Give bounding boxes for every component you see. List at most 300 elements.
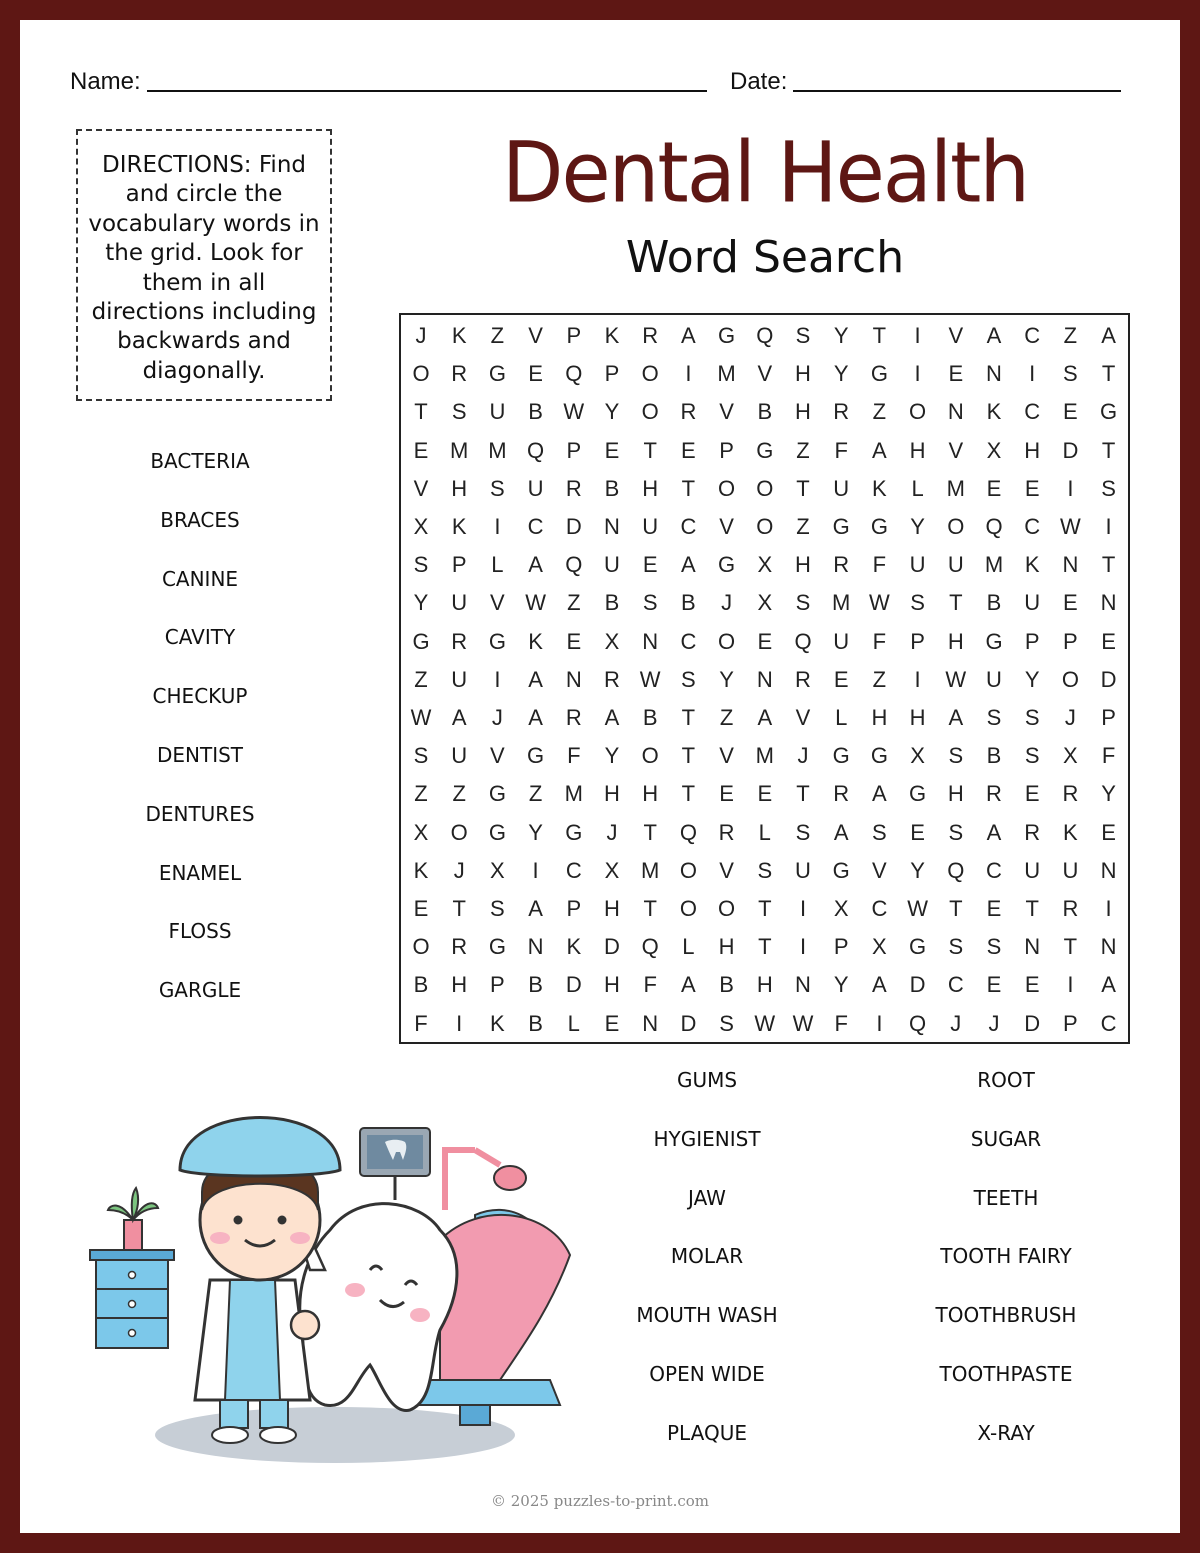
grid-letter[interactable]: I (494, 514, 501, 539)
grid-letter[interactable]: Q (794, 628, 812, 654)
grid-letter[interactable]: L (491, 552, 504, 578)
grid-letter[interactable]: T (643, 437, 657, 463)
grid-letter[interactable]: D (565, 972, 582, 998)
grid-letter[interactable]: N (947, 399, 964, 425)
grid-letter[interactable]: K (413, 857, 429, 883)
grid-letter[interactable]: H (604, 781, 620, 807)
grid-letter[interactable]: A (528, 896, 543, 921)
grid-letter[interactable]: Y (604, 743, 620, 769)
grid-letter[interactable]: Y (1101, 781, 1116, 807)
grid-letter[interactable]: G (488, 934, 506, 960)
grid-letter[interactable]: T (758, 896, 772, 921)
grid-letter[interactable]: J (415, 323, 427, 348)
grid-letter[interactable]: X (490, 857, 505, 883)
grid-letter[interactable]: V (757, 361, 773, 387)
grid-letter[interactable]: Z (490, 323, 505, 348)
grid-letter[interactable]: V (872, 857, 887, 883)
grid-letter[interactable]: G (488, 628, 506, 654)
grid-letter[interactable]: V (528, 323, 543, 348)
grid-letter[interactable]: O (718, 475, 736, 501)
grid-letter[interactable]: E (413, 437, 429, 463)
grid-letter[interactable]: Z (872, 666, 887, 692)
grid-letter[interactable]: S (910, 590, 925, 616)
grid-letter[interactable]: G (488, 361, 506, 387)
grid-letter[interactable]: O (947, 514, 965, 539)
grid-letter[interactable]: I (532, 857, 539, 883)
grid-letter[interactable]: M (946, 475, 965, 501)
grid-letter[interactable]: R (565, 705, 582, 730)
grid-letter[interactable]: Y (604, 399, 620, 425)
grid-letter[interactable]: E (642, 552, 658, 578)
grid-letter[interactable]: M (832, 590, 851, 616)
grid-letter[interactable]: P (719, 437, 734, 463)
grid-letter[interactable]: U (451, 590, 468, 616)
grid-letter[interactable]: S (1024, 743, 1040, 769)
grid-letter[interactable]: S (757, 857, 773, 883)
grid-letter[interactable]: U (1024, 590, 1041, 616)
grid-letter[interactable]: N (642, 1010, 659, 1036)
grid-letter[interactable]: V (490, 590, 505, 616)
grid-letter[interactable]: S (948, 934, 964, 960)
grid-letter[interactable]: U (642, 514, 659, 539)
grid-letter[interactable]: C (565, 857, 582, 883)
grid-letter[interactable]: G (832, 743, 850, 769)
grid-letter[interactable]: G (756, 437, 774, 463)
grid-letter[interactable]: S (642, 590, 658, 616)
grid-letter[interactable]: G (870, 514, 888, 539)
grid-letter[interactable]: W (869, 590, 890, 616)
grid-letter[interactable]: P (566, 323, 582, 348)
grid-letter[interactable]: I (914, 666, 921, 692)
grid-letter[interactable]: Q (679, 819, 697, 845)
grid-letter[interactable]: A (872, 437, 887, 463)
grid-letter[interactable]: T (758, 934, 772, 960)
grid-letter[interactable]: E (948, 361, 964, 387)
grid-letter[interactable]: T (949, 590, 963, 616)
grid-letter[interactable]: N (565, 666, 582, 692)
grid-letter[interactable]: F (872, 628, 887, 654)
grid-letter[interactable]: D (680, 1010, 697, 1036)
grid-letter[interactable]: A (528, 666, 543, 692)
grid-letter[interactable]: K (451, 323, 467, 348)
grid-letter[interactable]: Z (796, 514, 810, 539)
grid-letter[interactable]: R (680, 399, 697, 425)
grid-letter[interactable]: L (758, 819, 771, 845)
grid-letter[interactable]: M (984, 552, 1004, 578)
grid-letter[interactable]: A (986, 819, 1002, 845)
grid-letter[interactable]: C (986, 857, 1002, 883)
grid-letter[interactable]: E (413, 896, 429, 921)
grid-letter[interactable]: U (1024, 857, 1041, 883)
grid-letter[interactable]: H (947, 628, 964, 654)
grid-letter[interactable]: A (1101, 972, 1116, 998)
grid-letter[interactable]: A (604, 705, 620, 730)
grid-letter[interactable]: F (872, 552, 887, 578)
grid-letter[interactable]: S (872, 819, 887, 845)
grid-letter[interactable]: H (1024, 437, 1041, 463)
grid-letter[interactable]: C (527, 514, 544, 539)
grid-letter[interactable]: S (1063, 361, 1078, 387)
grid-letter[interactable]: A (872, 972, 887, 998)
grid-letter[interactable]: I (456, 1010, 463, 1036)
grid-letter[interactable]: T (1063, 934, 1078, 960)
grid-letter[interactable]: O (679, 896, 697, 921)
grid-letter[interactable]: J (950, 1010, 962, 1036)
grid-letter[interactable]: B (528, 399, 543, 425)
grid-letter[interactable]: H (909, 437, 926, 463)
grid-letter[interactable]: W (945, 666, 967, 692)
grid-letter[interactable]: B (757, 399, 773, 425)
grid-letter[interactable]: N (1062, 552, 1079, 578)
grid-letter[interactable]: B (642, 705, 658, 730)
grid-letter[interactable]: H (795, 361, 811, 387)
grid-letter[interactable]: T (796, 475, 810, 501)
grid-letter[interactable]: E (604, 1010, 620, 1036)
grid-letter[interactable]: W (1060, 514, 1081, 539)
grid-letter[interactable]: E (1101, 628, 1116, 654)
grid-letter[interactable]: H (642, 475, 659, 501)
grid-letter[interactable]: S (1024, 705, 1040, 730)
grid-letter[interactable]: R (565, 475, 582, 501)
grid-letter[interactable]: H (451, 972, 468, 998)
grid-letter[interactable]: A (986, 323, 1002, 348)
grid-letter[interactable]: X (604, 857, 620, 883)
grid-letter[interactable]: S (490, 896, 505, 921)
grid-letter[interactable]: S (986, 705, 1002, 730)
grid-letter[interactable]: X (986, 437, 1002, 463)
grid-letter[interactable]: N (986, 361, 1002, 387)
grid-letter[interactable]: E (1024, 972, 1040, 998)
grid-letter[interactable]: H (871, 705, 888, 730)
grid-letter[interactable]: Z (719, 705, 734, 730)
grid-letter[interactable]: H (718, 934, 735, 960)
grid-letter[interactable]: T (1101, 437, 1116, 463)
grid-letter[interactable]: S (1101, 475, 1116, 501)
grid-letter[interactable]: V (490, 743, 505, 769)
grid-letter[interactable]: G (870, 361, 888, 387)
grid-letter[interactable]: M (755, 743, 774, 769)
grid-letter[interactable]: G (985, 628, 1003, 654)
grid-letter[interactable]: F (1101, 743, 1116, 769)
grid-letter[interactable]: H (604, 972, 620, 998)
grid-letter[interactable]: G (1100, 399, 1118, 425)
grid-letter[interactable]: W (907, 896, 928, 921)
grid-letter[interactable]: E (757, 781, 773, 807)
grid-letter[interactable]: H (451, 475, 468, 501)
grid-letter[interactable]: B (681, 590, 696, 616)
grid-letter[interactable]: R (718, 819, 735, 845)
grid-letter[interactable]: G (488, 819, 506, 845)
grid-letter[interactable]: S (795, 323, 811, 348)
grid-letter[interactable]: N (642, 628, 659, 654)
grid-letter[interactable]: A (681, 972, 696, 998)
grid-letter[interactable]: B (604, 590, 620, 616)
grid-letter[interactable]: K (986, 399, 1002, 425)
grid-letter[interactable]: I (1067, 972, 1074, 998)
grid-letter[interactable]: X (413, 514, 429, 539)
grid-letter[interactable]: H (795, 399, 811, 425)
grid-letter[interactable]: E (910, 819, 925, 845)
grid-letter[interactable]: E (833, 666, 849, 692)
grid-letter[interactable]: V (413, 475, 429, 501)
grid-letter[interactable]: Y (413, 590, 429, 616)
grid-letter[interactable]: Z (452, 781, 466, 807)
grid-letter[interactable]: A (948, 705, 964, 730)
grid-letter[interactable]: X (604, 628, 620, 654)
grid-letter[interactable]: T (1101, 361, 1116, 387)
grid-letter[interactable]: P (1101, 705, 1116, 730)
grid-letter[interactable]: T (681, 743, 696, 769)
grid-letter[interactable]: O (756, 475, 774, 501)
grid-letter[interactable]: N (1024, 934, 1041, 960)
grid-letter[interactable]: O (450, 819, 468, 845)
grid-letter[interactable]: I (914, 323, 921, 348)
grid-letter[interactable]: M (641, 857, 660, 883)
grid-letter[interactable]: K (1024, 552, 1040, 578)
grid-letter[interactable]: V (719, 514, 734, 539)
grid-letter[interactable]: Z (796, 437, 810, 463)
grid-letter[interactable]: Z (528, 781, 543, 807)
grid-letter[interactable]: Z (414, 666, 428, 692)
grid-letter[interactable]: V (719, 857, 734, 883)
grid-letter[interactable]: N (1100, 590, 1117, 616)
grid-letter[interactable]: R (451, 934, 468, 960)
grid-letter[interactable]: V (948, 323, 964, 348)
grid-letter[interactable]: I (1105, 514, 1112, 539)
grid-letter[interactable]: Y (528, 819, 543, 845)
grid-letter[interactable]: E (528, 361, 543, 387)
grid-letter[interactable]: Z (414, 781, 428, 807)
grid-letter[interactable]: D (565, 514, 582, 539)
grid-letter[interactable]: I (914, 361, 921, 387)
grid-letter[interactable]: P (910, 628, 925, 654)
grid-letter[interactable]: T (681, 781, 696, 807)
grid-letter[interactable]: J (453, 857, 465, 883)
grid-letter[interactable]: O (909, 399, 927, 425)
grid-letter[interactable]: C (680, 514, 697, 539)
grid-letter[interactable]: A (833, 819, 849, 845)
grid-letter[interactable]: C (1024, 399, 1041, 425)
grid-letter[interactable]: G (565, 819, 583, 845)
grid-letter[interactable]: O (412, 934, 430, 960)
grid-letter[interactable]: R (795, 666, 811, 692)
grid-letter[interactable]: F (834, 1010, 848, 1036)
grid-letter[interactable]: U (489, 399, 506, 425)
grid-letter[interactable]: Y (910, 514, 925, 539)
grid-letter[interactable]: B (719, 972, 734, 998)
grid-letter[interactable]: P (451, 552, 467, 578)
grid-letter[interactable]: Y (833, 361, 849, 387)
grid-letter[interactable]: H (604, 896, 620, 921)
grid-letter[interactable]: U (451, 743, 468, 769)
grid-letter[interactable]: H (947, 781, 964, 807)
grid-letter[interactable]: T (872, 323, 887, 348)
grid-letter[interactable]: Q (756, 323, 774, 348)
grid-letter[interactable]: O (756, 514, 774, 539)
grid-letter[interactable]: L (911, 475, 924, 501)
grid-letter[interactable]: M (450, 437, 469, 463)
grid-letter[interactable]: R (833, 781, 850, 807)
grid-letter[interactable]: J (988, 1010, 1000, 1036)
grid-letter[interactable]: S (719, 1010, 734, 1036)
grid-letter[interactable]: C (1100, 1010, 1117, 1036)
grid-letter[interactable]: L (835, 705, 848, 730)
grid-letter[interactable]: X (833, 896, 849, 921)
grid-letter[interactable]: G (870, 743, 888, 769)
grid-letter[interactable]: S (413, 552, 429, 578)
grid-letter[interactable]: U (451, 666, 468, 692)
grid-letter[interactable]: I (799, 934, 807, 960)
grid-letter[interactable]: O (641, 361, 659, 387)
grid-letter[interactable]: K (490, 1010, 505, 1036)
grid-letter[interactable]: Y (719, 666, 734, 692)
grid-letter[interactable]: T (681, 475, 696, 501)
grid-letter[interactable]: Z (567, 590, 581, 616)
grid-letter[interactable]: R (604, 666, 620, 692)
grid-letter[interactable]: G (909, 781, 927, 807)
grid-letter[interactable]: G (718, 552, 736, 578)
grid-letter[interactable]: U (833, 475, 850, 501)
grid-letter[interactable]: E (986, 972, 1002, 998)
grid-letter[interactable]: V (948, 437, 964, 463)
grid-letter[interactable]: A (528, 552, 543, 578)
grid-letter[interactable]: S (413, 743, 429, 769)
grid-letter[interactable]: K (872, 475, 887, 501)
grid-letter[interactable]: H (909, 705, 926, 730)
grid-letter[interactable]: T (1101, 552, 1116, 578)
grid-letter[interactable]: J (606, 819, 618, 845)
grid-letter[interactable]: N (1100, 857, 1117, 883)
grid-letter[interactable]: D (909, 972, 926, 998)
grid-letter[interactable]: B (413, 972, 429, 998)
grid-letter[interactable]: K (566, 934, 582, 960)
grid-letter[interactable]: I (1105, 896, 1112, 921)
grid-letter[interactable]: P (490, 972, 505, 998)
grid-letter[interactable]: R (986, 781, 1002, 807)
grid-letter[interactable]: Q (565, 361, 583, 387)
grid-letter[interactable]: U (909, 552, 926, 578)
grid-letter[interactable]: T (643, 819, 657, 845)
grid-letter[interactable]: O (718, 896, 736, 921)
grid-letter[interactable]: D (1100, 666, 1117, 692)
grid-letter[interactable]: Y (833, 323, 849, 348)
grid-letter[interactable]: H (642, 781, 659, 807)
grid-letter[interactable]: R (642, 323, 659, 348)
grid-letter[interactable]: D (1062, 437, 1079, 463)
grid-letter[interactable]: M (717, 361, 736, 387)
grid-letter[interactable]: G (488, 781, 506, 807)
grid-letter[interactable]: P (604, 361, 620, 387)
grid-letter[interactable]: F (834, 437, 848, 463)
grid-letter[interactable]: G (832, 857, 850, 883)
grid-letter[interactable]: K (604, 323, 620, 348)
grid-letter[interactable]: P (1063, 628, 1078, 654)
grid-letter[interactable]: E (986, 475, 1002, 501)
grid-letter[interactable]: X (1063, 743, 1078, 769)
grid-letter[interactable]: A (1101, 323, 1116, 348)
grid-letter[interactable]: X (872, 934, 887, 960)
grid-letter[interactable]: C (871, 896, 888, 921)
grid-letter[interactable]: E (566, 628, 582, 654)
grid-letter[interactable]: B (604, 475, 620, 501)
grid-letter[interactable]: E (681, 437, 696, 463)
grid-letter[interactable]: T (1025, 896, 1039, 921)
grid-letter[interactable]: I (685, 361, 692, 387)
grid-letter[interactable]: W (792, 1010, 814, 1036)
grid-letter[interactable]: R (833, 552, 850, 578)
grid-letter[interactable]: P (1063, 1010, 1078, 1036)
grid-letter[interactable]: S (681, 666, 696, 692)
grid-letter[interactable]: Y (833, 972, 849, 998)
grid-letter[interactable]: T (949, 896, 963, 921)
grid-letter[interactable]: F (643, 972, 657, 998)
grid-letter[interactable]: X (910, 743, 925, 769)
grid-letter[interactable]: I (876, 1010, 883, 1036)
grid-letter[interactable]: E (1101, 819, 1116, 845)
grid-letter[interactable]: M (488, 437, 507, 463)
grid-letter[interactable]: T (796, 781, 810, 807)
grid-letter[interactable]: K (451, 514, 467, 539)
grid-letter[interactable]: U (986, 666, 1002, 692)
grid-letter[interactable]: E (719, 781, 734, 807)
name-line[interactable] (147, 90, 707, 92)
grid-letter[interactable]: O (641, 399, 659, 425)
grid-letter[interactable]: L (567, 1010, 580, 1036)
grid-letter[interactable]: I (1029, 361, 1036, 387)
grid-letter[interactable]: N (527, 934, 544, 960)
grid-letter[interactable]: N (795, 972, 811, 998)
grid-letter[interactable]: Q (641, 934, 659, 960)
grid-letter[interactable]: Q (565, 552, 583, 578)
grid-letter[interactable]: I (1067, 475, 1074, 501)
grid-letter[interactable]: J (721, 590, 733, 616)
grid-letter[interactable]: G (527, 743, 545, 769)
grid-letter[interactable]: V (795, 705, 811, 730)
grid-letter[interactable]: T (643, 896, 657, 921)
grid-letter[interactable]: N (1100, 934, 1117, 960)
grid-letter[interactable]: U (527, 475, 544, 501)
grid-letter[interactable]: U (833, 628, 850, 654)
grid-letter[interactable]: U (795, 857, 811, 883)
grid-letter[interactable]: R (833, 399, 850, 425)
grid-letter[interactable]: G (412, 628, 430, 654)
grid-letter[interactable]: P (566, 437, 582, 463)
grid-letter[interactable]: V (719, 743, 734, 769)
grid-letter[interactable]: Y (910, 857, 925, 883)
grid-letter[interactable]: Y (1024, 666, 1040, 692)
grid-letter[interactable]: U (947, 552, 964, 578)
grid-letter[interactable]: E (986, 896, 1002, 921)
grid-letter[interactable]: O (1061, 666, 1079, 692)
grid-letter[interactable]: A (528, 705, 543, 730)
grid-letter[interactable]: Q (909, 1010, 927, 1036)
grid-letter[interactable]: T (414, 399, 428, 425)
grid-letter[interactable]: C (1024, 323, 1041, 348)
grid-letter[interactable]: B (986, 590, 1002, 616)
grid-letter[interactable]: G (718, 323, 736, 348)
grid-letter[interactable]: B (528, 972, 543, 998)
grid-letter[interactable]: E (1024, 781, 1040, 807)
grid-letter[interactable]: B (528, 1010, 543, 1036)
grid-letter[interactable]: X (757, 590, 773, 616)
grid-letter[interactable]: R (1062, 781, 1079, 807)
grid-letter[interactable]: Q (527, 437, 545, 463)
grid-letter[interactable]: S (451, 399, 467, 425)
grid-letter[interactable]: X (757, 552, 773, 578)
grid-letter[interactable]: A (872, 781, 887, 807)
grid-letter[interactable]: A (681, 323, 696, 348)
grid-letter[interactable]: P (566, 896, 582, 921)
